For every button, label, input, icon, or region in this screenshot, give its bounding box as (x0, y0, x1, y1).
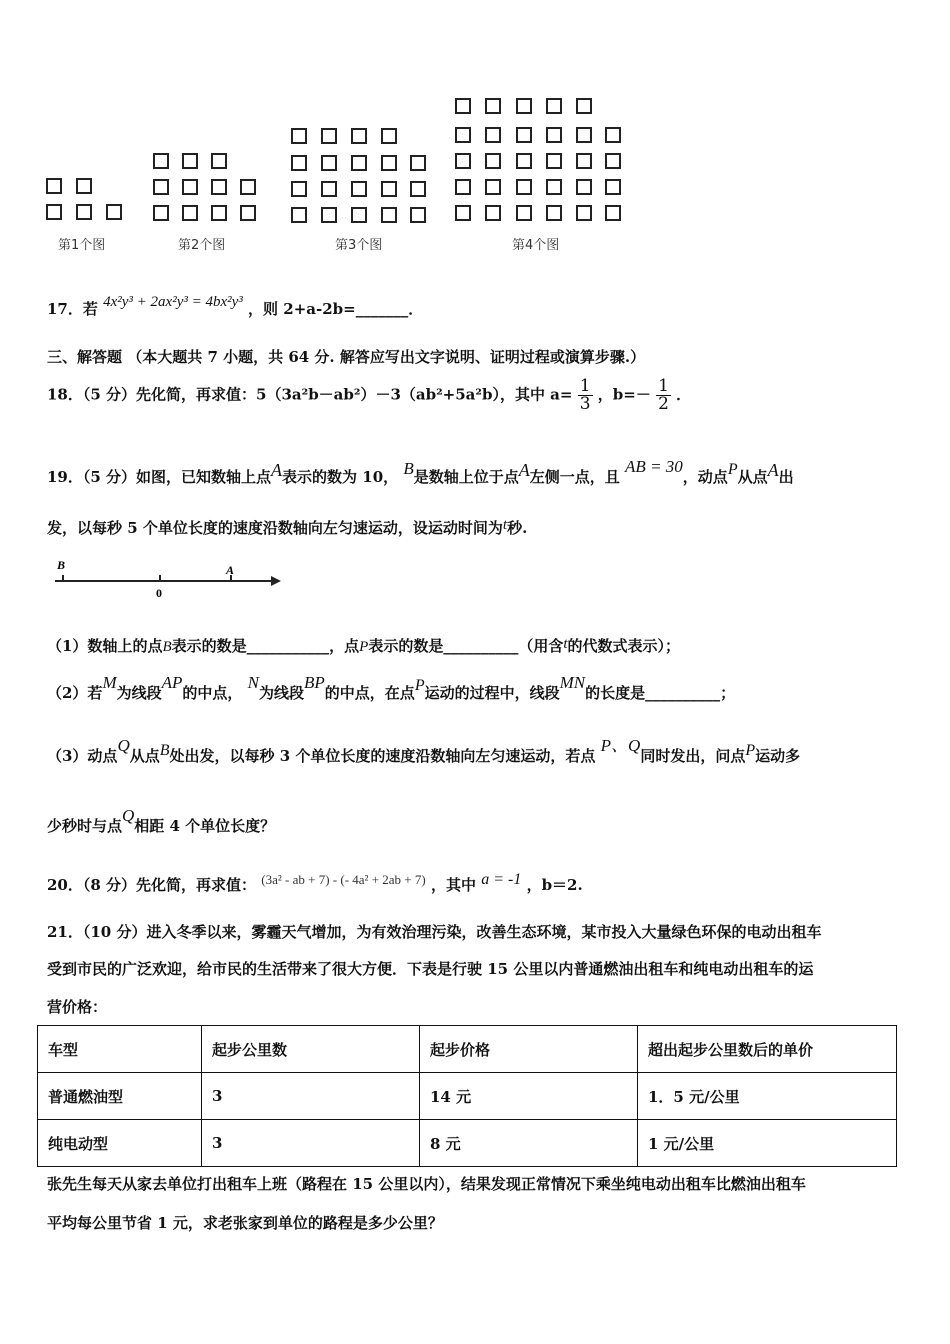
pattern-square (381, 128, 397, 144)
pattern-square (455, 153, 471, 169)
table-cell: 3 (202, 1073, 420, 1120)
label-B: B (57, 558, 66, 572)
question-19-line-2: 发，以每秒 5 个单位长度的速度沿数轴向左匀速运动，设运动时间为t秒. (47, 517, 528, 537)
pattern-square (321, 207, 337, 223)
pattern-square (546, 205, 562, 221)
pattern-square (516, 205, 532, 221)
question-21-line-2: 受到市民的广泛欢迎，给市民的生活带来了很大方便．下表是行驶 15 公里以内普通燃油出租车和纯电动出租车的运 (47, 960, 814, 978)
table-cell: 纯电动型 (38, 1120, 202, 1167)
pattern-square (76, 178, 92, 194)
caption-figure-1: 第1个图 (58, 238, 106, 253)
pattern-square (351, 128, 367, 144)
pattern-square (576, 127, 592, 143)
q20-formula: (3a² - ab + 7) - (- 4a² + 2ab + 7) (261, 872, 426, 887)
pattern-square (605, 127, 621, 143)
table-header-row (38, 1026, 897, 1073)
pattern-square (455, 205, 471, 221)
question-21-line-1: 21．（10 分）进入冬季以来，雾霾天气增加，为有效治理污染，改善生态环境，某市投入大量绿色环保的电动出租车 (47, 923, 822, 941)
pattern-square (211, 153, 227, 169)
section-3-heading: 三、解答题 （本大题共 7 小题，共 64 分. 解答应写出文字说明、证明过程或演算步骤.） (47, 348, 646, 366)
pattern-square (351, 155, 367, 171)
pattern-square (576, 179, 592, 195)
pattern-square (605, 179, 621, 195)
pattern-square (291, 128, 307, 144)
q18-mid: ，b=－ (597, 385, 651, 404)
table-cell: 8 元 (420, 1120, 638, 1167)
pattern-square (153, 179, 169, 195)
pattern-square (291, 181, 307, 197)
pattern-square (381, 155, 397, 171)
table-cell: 14 元 (420, 1073, 638, 1120)
pattern-square (46, 204, 62, 220)
table-header: 超出起步公里数后的单价 (638, 1026, 897, 1073)
question-19-part-3-line-1: （3）动点Q从点B处出发，以每秒 3 个单位长度的速度沿数轴向左匀速运动，若点 P、Q同时发出，问点P运动多 (47, 736, 801, 765)
pattern-square (546, 127, 562, 143)
pattern-square (381, 207, 397, 223)
fraction-one-third: $\frac{1}{3}$ (579, 376, 591, 414)
q17-number: 17．若 (47, 300, 98, 318)
pattern-square (485, 127, 501, 143)
number-line-arrow-icon (271, 576, 281, 586)
pattern-square (211, 205, 227, 221)
pattern-square (46, 178, 62, 194)
q18-prefix: 18．（5 分）先化简，再求值：5（3a²b－ab²）－3（ab²+5a²b），其中 a= (47, 385, 573, 404)
question-18 (47, 378, 691, 413)
pattern-square (351, 181, 367, 197)
pattern-square (410, 155, 426, 171)
pattern-square (546, 179, 562, 195)
pattern-square (182, 179, 198, 195)
pattern-square (106, 204, 122, 220)
pattern-square (546, 98, 562, 114)
pattern-square (182, 153, 198, 169)
table-header: 车型 (38, 1026, 202, 1073)
number-line-figure (45, 555, 290, 600)
pattern-square (516, 153, 532, 169)
pattern-square (153, 153, 169, 169)
pattern-square (455, 179, 471, 195)
q18-end: ． (676, 385, 692, 404)
pattern-square (516, 98, 532, 114)
pattern-square (351, 207, 367, 223)
pattern-square (485, 205, 501, 221)
pattern-square (410, 181, 426, 197)
question-21-line-4: 张先生每天从家去单位打出租车上班（路程在 15 公里以内），结果发现正常情况下乘坐纯电动出租车比燃油出租车 (47, 1175, 806, 1193)
pattern-square (605, 153, 621, 169)
caption-figure-3: 第3个图 (335, 238, 383, 253)
pattern-square (455, 127, 471, 143)
pattern-square (321, 155, 337, 171)
table-header: 起步价格 (420, 1026, 638, 1073)
pattern-square (546, 153, 562, 169)
pattern-square (576, 153, 592, 169)
caption-figure-2: 第2个图 (178, 238, 226, 253)
question-19-part-3-line-2: 少秒时与点Q相距 4 个单位长度？ (47, 806, 276, 835)
table-row (38, 1120, 897, 1167)
pattern-square (240, 179, 256, 195)
label-0: 0 (156, 586, 162, 600)
question-19-part-1: （1）数轴上的点B表示的数是___________，点P表示的数是__________（用含t的代数式表示）； (47, 636, 681, 655)
pattern-square (240, 205, 256, 221)
question-21-line-5: 平均每公里节省 1 元，求老张家到单位的路程是多少公里？ (47, 1214, 443, 1232)
q17-ask: ，则 2+a-2b=_______． (248, 300, 424, 318)
table-header: 起步公里数 (202, 1026, 420, 1073)
pattern-square (485, 98, 501, 114)
pattern-square (605, 205, 621, 221)
question-17 (47, 294, 424, 319)
question-19-part-2: （2）若M为线段AP的中点， N为线段BP的中点，在点P运动的过程中，线段MN的长度是__________； (47, 673, 736, 702)
pattern-square (410, 207, 426, 223)
question-20: 20．（8 分）先化简，再求值： (3a² - ab + 7) - (- 4a² + 2ab + 7) ，其中 a = -1 ，b＝2. (47, 871, 583, 894)
q20-condition: a = -1 (481, 871, 522, 888)
pattern-square (516, 127, 532, 143)
pattern-square (153, 205, 169, 221)
table-row (38, 1073, 897, 1120)
pattern-square (455, 98, 471, 114)
pattern-square (291, 155, 307, 171)
pattern-square (182, 205, 198, 221)
fraction-one-half: $\frac{1}{2}$ (658, 376, 669, 414)
taxi-price-table (37, 1025, 897, 1167)
pattern-square (321, 128, 337, 144)
pattern-square (485, 153, 501, 169)
table-cell: 1．5 元/公里 (638, 1073, 897, 1120)
pattern-square (516, 179, 532, 195)
table-cell: 1 元/公里 (638, 1120, 897, 1167)
pattern-square (76, 204, 92, 220)
question-19-line-1: 19．（5 分）如图，已知数轴上点A表示的数为 10， B是数轴上位于点A左侧一点，且 AB = 30，动点P从点A出 (47, 457, 794, 486)
pattern-square (291, 207, 307, 223)
caption-figure-4: 第4个图 (512, 238, 560, 253)
pattern-square (485, 179, 501, 195)
label-A: A (226, 563, 235, 577)
q17-formula: 4x²y³ + 2ax²y³ = 4bx²y³ (103, 294, 243, 310)
pattern-square (576, 98, 592, 114)
pattern-square (211, 179, 227, 195)
table-cell: 3 (202, 1120, 420, 1167)
pattern-square (381, 181, 397, 197)
question-21-line-3: 营价格： (47, 998, 108, 1016)
table-cell: 普通燃油型 (38, 1073, 202, 1120)
pattern-square (321, 181, 337, 197)
pattern-square (576, 205, 592, 221)
